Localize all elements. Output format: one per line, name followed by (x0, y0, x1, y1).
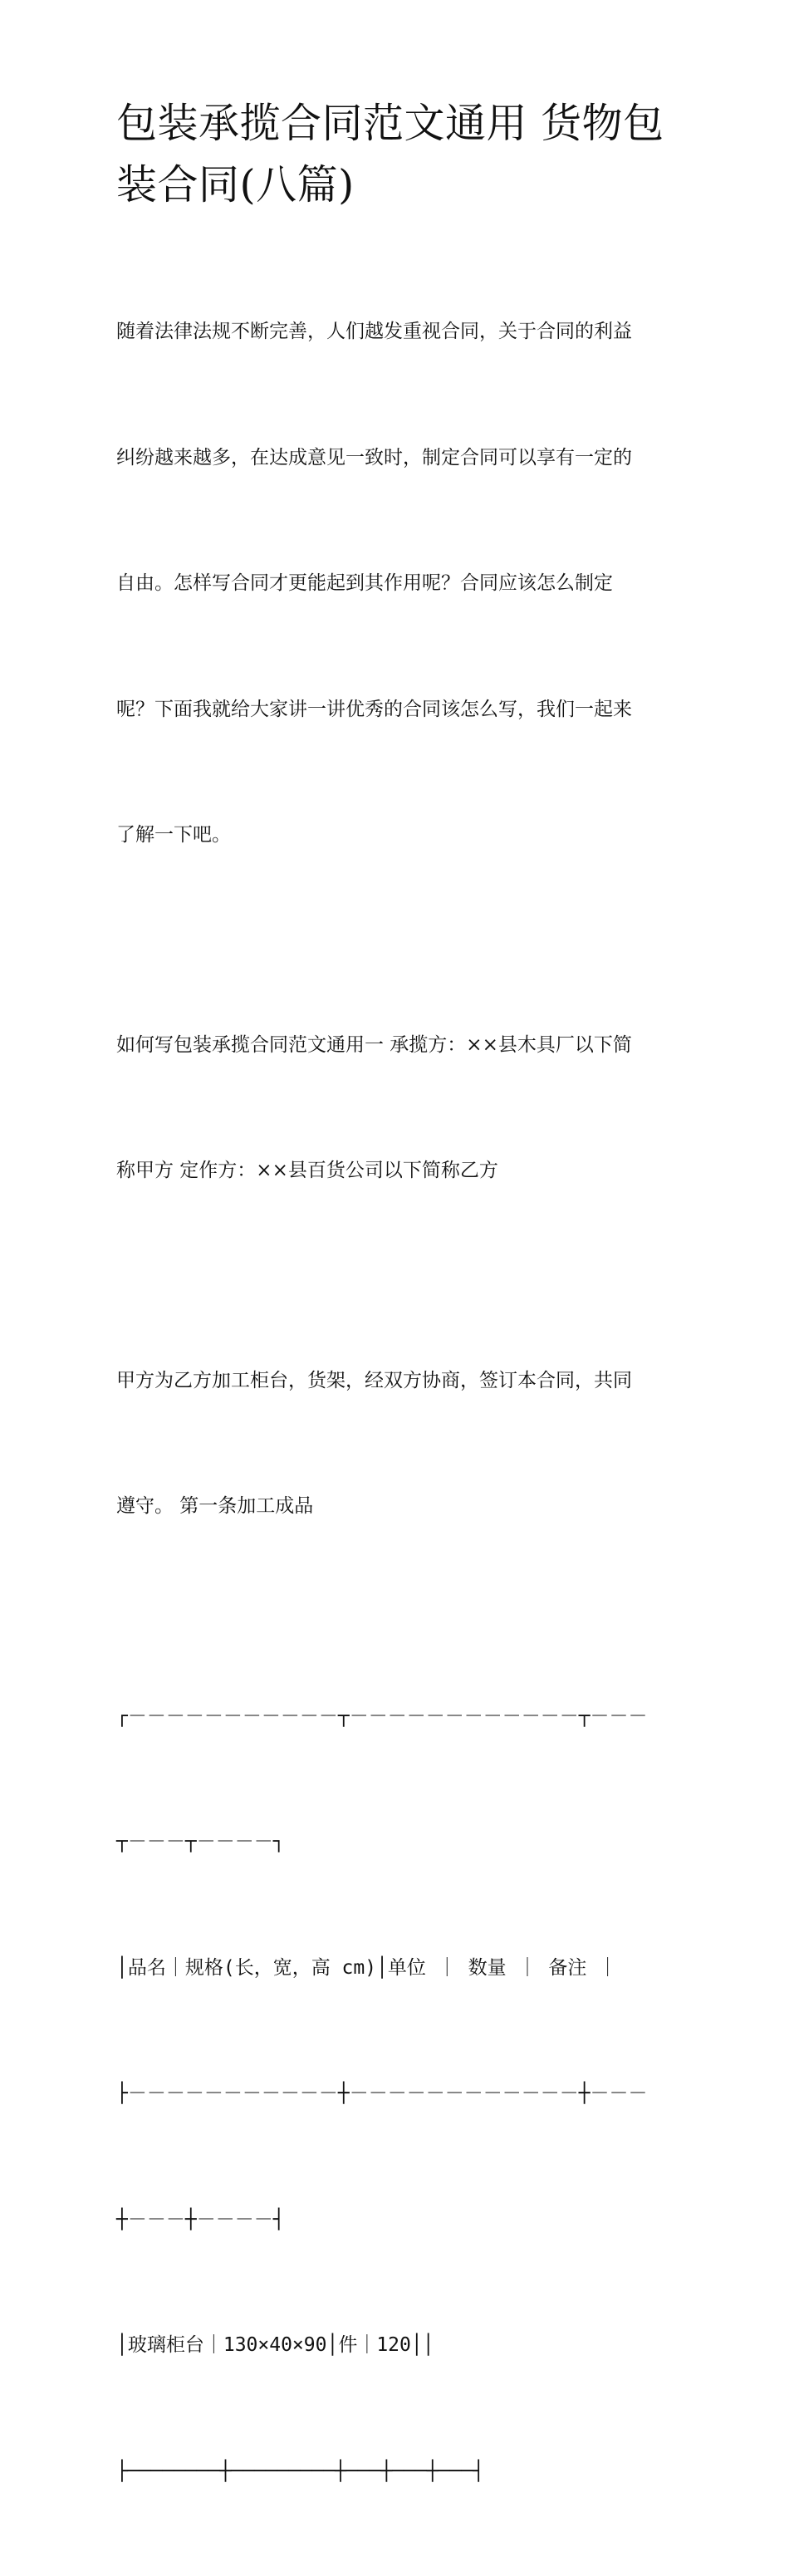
text-line: 如何写包装承揽合同范文通用一 承揽方：××县木具厂以下简 (116, 1024, 681, 1067)
text-line: 遵守。 第一条加工成品 (116, 1485, 681, 1528)
table-line: ┌－－－－－－－－－－－┬－－－－－－－－－－－－┬－－－ (116, 1695, 681, 1738)
product-table-text (116, 1612, 681, 2576)
title-line: 包装承揽合同范文通用 货物包 (116, 93, 681, 155)
table-header-line: │品名｜规格(长，宽，高 cm)│单位 ｜ 数量 ｜ 备注 ｜ (116, 1947, 681, 1990)
text-line: 了解一下吧。 (116, 814, 681, 856)
text-line: 自由。怎样写合同才更能起到其作用呢？合同应该怎么制定 (116, 562, 681, 605)
table-line: ┬－－－┬－－－－┐ (116, 1821, 681, 1863)
text-line: 称甲方 定作方：××县百货公司以下简称乙方 (116, 1150, 681, 1192)
document-page (0, 0, 789, 1021)
title-line: 装合同(八篇) (116, 155, 681, 216)
text-line: 呢？下面我就给大家讲一讲优秀的合同该怎么写，我们一起来 (116, 689, 681, 731)
table-line: ├－－－－－－－－－－－┼－－－－－－－－－－－－┼－－－ (116, 2073, 681, 2115)
document-title (116, 93, 681, 216)
agreement-paragraph (116, 1276, 681, 1612)
text-line: 甲方为乙方加工柜台，货架，经双方协商，签订本合同，共同 (116, 1360, 681, 1402)
document-content (116, 93, 681, 2576)
text-line: 纠纷越来越多，在达成意见一致时，制定合同可以享有一定的 (116, 437, 681, 479)
intro-paragraph (116, 227, 681, 940)
table-row-line: │玻璃柜台｜130×40×90│件｜120││ (116, 2324, 681, 2367)
text-line: 随着法律法规不断完善，人们越发重视合同，关于合同的利益 (116, 311, 681, 353)
parties-paragraph (116, 940, 681, 1276)
table-line: ├────────┼─────────┼───┼───┼───┤ (116, 2451, 681, 2493)
table-line: ┼－－－┼－－－－┤ (116, 2199, 681, 2241)
